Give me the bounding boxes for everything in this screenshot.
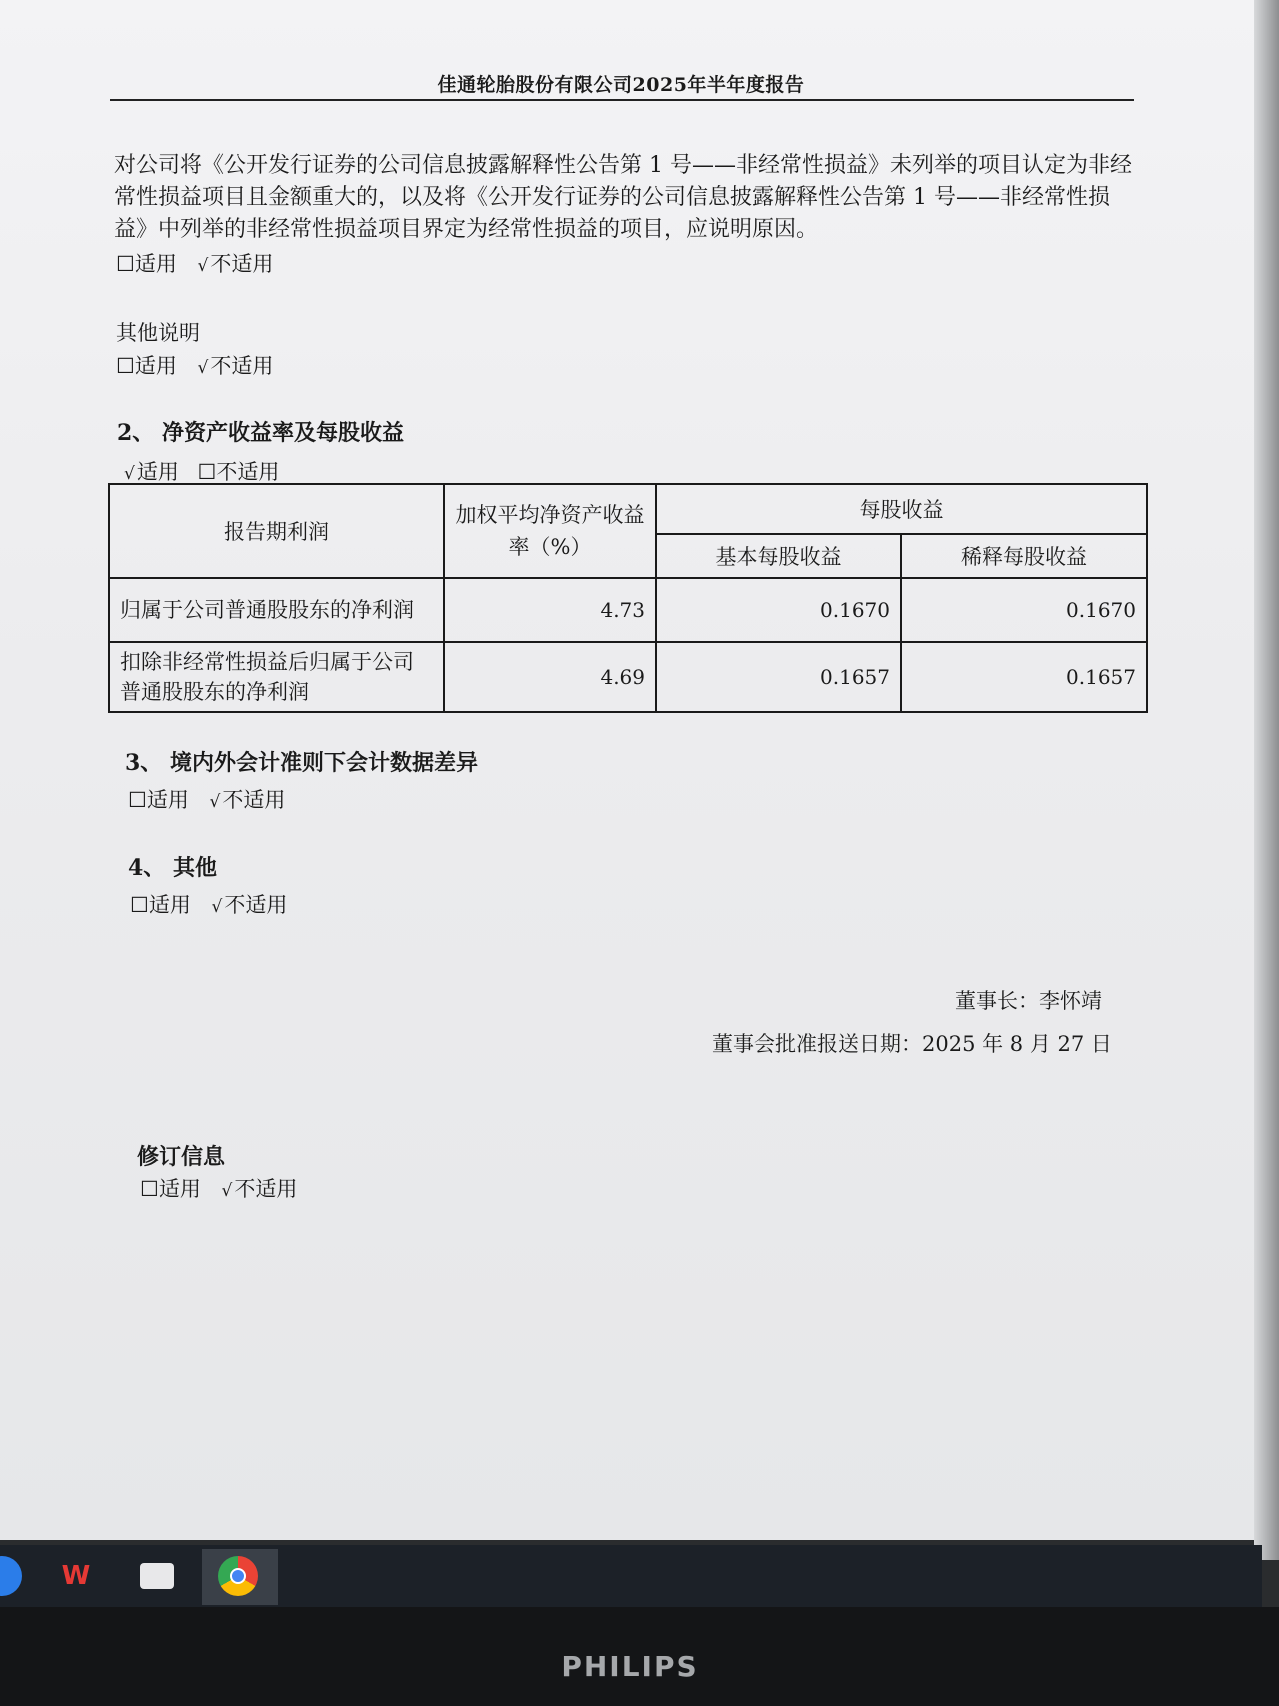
section-2-heading: 2、 净资产收益率及每股收益: [117, 420, 404, 446]
chrome-icon[interactable]: [218, 1556, 258, 1596]
row-label: 归属于公司普通股股东的净利润: [109, 578, 444, 642]
section-3-heading: 3、 境内外会计准则下会计数据差异: [125, 750, 478, 776]
option-not-applicable: 不适用: [210, 252, 274, 276]
option-line-2: [116, 350, 273, 380]
header-roe: 加权平均净资产收益率（%）: [444, 484, 656, 578]
checkbox-icon: ☐: [140, 1177, 159, 1201]
header-eps: 每股收益: [656, 484, 1147, 534]
explanation-paragraph: 对公司将《公开发行证券的公司信息披露解释性公告第 1 号——非经常性损益》未列举的项目认定为非经常性损益项目且金额重大的，以及将《公开发行证券的公司信息披露解释性公告第 1 号——非经常性损益》中列举的非经常性损益项目界定为经常性损益的项目，应说明原因。: [114, 153, 1132, 242]
section-4-heading: 4、 其他: [128, 855, 217, 881]
table-row: [109, 642, 1147, 712]
header-diluted-eps: 稀释每股收益: [901, 534, 1147, 578]
row-label: 扣除非经常性损益后归属于公司普通股股东的净利润: [109, 642, 444, 712]
revision-heading: 修订信息: [137, 1144, 226, 1170]
option-applicable: 适用: [146, 788, 189, 812]
option-line-4: [128, 784, 285, 814]
checkbox-icon: ☐: [116, 252, 135, 276]
option-line-5: [130, 889, 287, 919]
roe-eps-table: [108, 483, 1148, 713]
checkbox-icon: ☐: [130, 893, 149, 917]
checkbox-icon: ☐: [116, 354, 135, 378]
diluted-eps-value: 0.1657: [901, 642, 1147, 712]
app-icon[interactable]: [140, 1563, 174, 1589]
checkmark-icon: √: [197, 358, 209, 378]
option-applicable: 适用: [134, 252, 177, 276]
option-applicable: 适用: [148, 893, 191, 917]
option-applicable: 适用: [158, 1177, 201, 1201]
header-rule: [110, 99, 1134, 101]
checkbox-icon: ☐: [197, 460, 217, 484]
checkmark-icon: √: [211, 897, 223, 917]
roe-value: 4.69: [444, 642, 656, 712]
wps-icon[interactable]: W: [61, 1561, 91, 1591]
option-applicable: 适用: [136, 460, 179, 484]
table-row: [109, 578, 1147, 642]
monitor-brand-logo: PHILIPS: [561, 1650, 699, 1683]
option-not-applicable: 不适用: [210, 354, 274, 378]
header-profit: 报告期利润: [109, 484, 444, 578]
basic-eps-value: 0.1657: [656, 642, 901, 712]
option-not-applicable: 不适用: [222, 788, 286, 812]
option-line-6: [140, 1173, 297, 1203]
roe-value: 4.73: [444, 578, 656, 642]
diluted-eps-value: 0.1670: [901, 578, 1147, 642]
option-not-applicable: 不适用: [224, 893, 288, 917]
other-note-label: 其他说明: [116, 321, 200, 345]
checkmark-icon: √: [124, 464, 135, 484]
option-line-3: [124, 456, 279, 486]
page-header: 佳通轮胎股份有限公司2025年半年度报告: [437, 74, 805, 96]
option-line-1: [116, 248, 273, 278]
page-edge: [1254, 0, 1279, 1560]
header-basic-eps: 基本每股收益: [656, 534, 901, 578]
option-not-applicable: 不适用: [216, 460, 280, 484]
checkmark-icon: √: [221, 1181, 233, 1201]
option-applicable: 适用: [134, 354, 177, 378]
approval-date: 董事会批准报送日期：2025 年 8 月 27 日: [712, 1032, 1112, 1056]
checkmark-icon: √: [209, 792, 221, 812]
option-not-applicable: 不适用: [234, 1177, 298, 1201]
chairman-signature: 董事长：李怀靖: [955, 989, 1102, 1013]
basic-eps-value: 0.1670: [656, 578, 901, 642]
taskbar: [0, 1545, 1262, 1607]
checkbox-icon: ☐: [128, 788, 147, 812]
checkmark-icon: √: [197, 256, 209, 276]
